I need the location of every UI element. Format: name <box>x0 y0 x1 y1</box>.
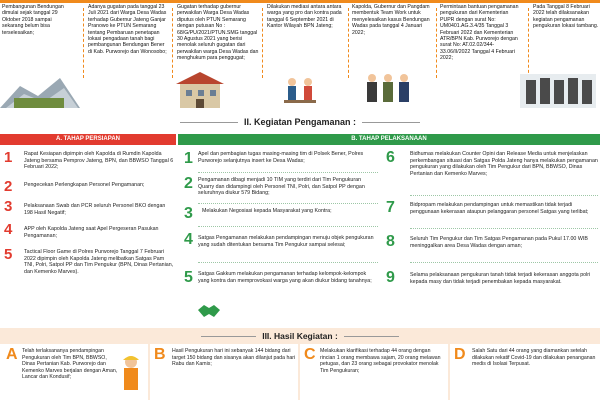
timeline-item-1: Pembangunan Bendungan dimulai sejak tanggal 29 Oktober 2018 sampai sekarang belum bisa terselesaikan; <box>2 4 64 36</box>
timeline-bar <box>0 0 600 3</box>
pelaksanaan-number: 3 <box>184 205 193 222</box>
illustration-row <box>0 68 600 112</box>
persiapan-item: Tactical Floor Game di Polres Purworejo Tanggal 7 Februari 2022 dipimpin oleh Kapolda Jateng melibatkan Satgas Pam TNI, Polri, Satpol PP dan Tim Pengukur (BPN, Dinas Pertanian, dan Kemenko Marves). <box>24 249 174 275</box>
hasil-letter: B <box>154 346 166 363</box>
hasil-text: Hasil Pengukuran hari ini sebanyak 144 bidang dari target 150 bidang dan sisanya akan dilanjut pada hari Rabu dan Kamis; <box>172 348 296 367</box>
hasil-letter: C <box>304 346 316 363</box>
section-3-hasil <box>0 328 600 400</box>
hasil-text: Melakukan klarifikasi terhadap 44 orang dengan rincian 1 orang membawa sajam, 20 orang melawan petugas, dan 23 orang sebagai provokator menolak Tim Pengukuran; <box>320 348 441 374</box>
persiapan-number: 1 <box>4 149 13 166</box>
building-illustration <box>176 72 224 108</box>
divider <box>410 262 598 263</box>
persiapan-number: 5 <box>4 246 13 263</box>
dam-illustration <box>0 78 80 108</box>
pelaksanaan-item: Selama pelaksanaan pengukuran tanah tidak terjadi kekerasan anggota polri kepada masy dan tidak terjadi penembakan kepada masyarakat. <box>410 272 591 285</box>
persiapan-number: 2 <box>4 178 13 195</box>
hasil-text: Telah terlaksananya pendampingan Pengukuran oleh Tim BPN, BBWSO, Dinas Pertanian Kab. Purworejo dan Kemenko Marves berjalan dengan Aman, Lancar dan Kondusif; <box>22 348 118 380</box>
header-tahap-pelaksanaan: B. TAHAP PELAKSANAAN <box>178 134 600 145</box>
pelaksanaan-number: 8 <box>386 233 395 250</box>
pelaksanaan-number: 9 <box>386 269 395 286</box>
pelaksanaan-number: 5 <box>184 269 193 286</box>
pelaksanaan-item: Apel dan pembagian tugas masing-masing tim di Polsek Bener, Polres Purworejo selanjutnya insert ke Desa Wadas; <box>198 151 364 164</box>
divider <box>198 226 378 227</box>
section-2-title: II. Kegiatan Pengamanan : <box>0 117 600 127</box>
hasil-letter: A <box>6 346 18 363</box>
pelaksanaan-item: Bidhumas melakukan Counter Opini dan Release Media untuk menjelaskan perkembangan situasi dan Satgas Polda Jateng hanya melakukan pengamanan pengukuran yang dilakukan oleh Tim Pengukur dari BPN, BBWSO, Dinas Pertanian dan Kemenko Marves; <box>410 151 598 177</box>
divider <box>198 203 378 204</box>
pelaksanaan-item: Pengamanan dibagi menjadi 10 TIM yang terdiri dari Tim Pengukuran Quarry dan didampingi oleh Personel TNI, Polri, dan Satpol PP dengan seluruhnya diukur 579 Bidang; <box>198 177 365 197</box>
persiapan-number: 4 <box>4 221 13 238</box>
persiapan-item: Rapat Kesiapan dipimpin oleh Kapolda di Rumdin Kapolda Jateng bersama Pemprov Jateng, BPN, dan BBWSO Tanggal 6 Februari 2022; <box>24 151 174 171</box>
divider <box>410 228 598 229</box>
timeline-item-3: Gugatan terhadap gubernur perwakilan Warga Desa Wadas diputus oleh PTUN Semarang dengan putusan No : 68/G/PU/2021/PTUN.SMG tanggal 30 Agustus 2021 yang berisi menolak seluruh gugatan dari perwakilan warga Desa Wadas dan menghukum para penggugat; <box>177 4 259 62</box>
timeline-item-7: Pada Tanggal 8 Februari 2022 telah dilaksanakan kegiatan pengamanan pengukuran lokasi tambang. <box>533 4 599 30</box>
worker-illustration <box>116 352 146 396</box>
pelaksanaan-item: Satgas Pengamanan melakukan pendampingan menuju objek pengukuran yang sudah ditentukan bersama Tim Pengukur sampai selesai; <box>198 235 374 248</box>
timeline-item-5: Kapolda, Gubernur dan Pangdam membentuk Team Work untuk menyelesaikan kasus Bendungan Wadas pada tanggal 4 Januari 2022; <box>352 4 430 36</box>
section-3-title: III. Hasil Kegiatan : <box>0 331 600 341</box>
pelaksanaan-number: 2 <box>184 175 193 192</box>
pelaksanaan-item: Seluruh Tim Pengukur dan Tim Satgas Pengamanan pada Pukul 17.00 WIB meninggalkan area Desa Wadas dengan aman; <box>410 236 588 249</box>
mediation-illustration <box>284 78 316 103</box>
persiapan-item: Pelaksanaan Swab dan PCR seluruh Personel BKO dengan 198 Hasil Negatif; <box>24 203 166 216</box>
pelaksanaan-number: 6 <box>386 149 395 166</box>
timeline-item-4: Dilakukan mediasi antara antara warga yang pro dan kontra pada tanggal 6 September 2021 di Kantor Wilayah BPN Jateng; <box>267 4 342 30</box>
hasil-letter: D <box>454 346 466 363</box>
persiapan-number: 3 <box>4 198 13 215</box>
timeline-item-6: Permintaan bantuan pengamanan pengukuran dari Kementerian PUPR dengan surat No: UM0401.AG.3.4/35 Tanggal 3 Februari 2022 dan Kementerian ATR/BPN Kab. Purworejo dengan surat No: AT.02.02/344-33.06/II/2022 Tanggal 4 Februari 2022; <box>440 4 519 62</box>
divider <box>198 262 378 263</box>
pelaksanaan-number: 7 <box>386 199 395 216</box>
pelaksanaan-item: Satgas Gakkum melakukan pengamanan terhadap kelompok-kelompok yang kontra dan memprovokasi warga yang akan diukur bidang tanahnya; <box>198 271 372 284</box>
hasil-text: Salah Satu dari 44 orang yang diamankan setelah dilakukan rekatif Covid-19 dan dilakukan penanganan medis di Isolasi Terpusat. <box>472 348 596 367</box>
pelaksanaan-item: Bidpropam melakukan pendampingan untuk memastikan tidak terjadi penggunaan kekerasan ataupun pelanggaran personel Satgas yang terlibat; <box>410 202 589 215</box>
divider <box>410 195 598 196</box>
pelaksanaan-item: Melakukan Negosiasi kepada Masyarakat yang Kontra; <box>202 208 332 214</box>
pelaksanaan-number: 1 <box>184 150 193 167</box>
divider <box>198 172 378 173</box>
police-illustration <box>520 74 596 108</box>
pelaksanaan-number: 4 <box>184 231 193 248</box>
persiapan-item: Pengecekan Perlengkapan Personel Pengamanan; <box>24 182 145 188</box>
officials-illustration <box>367 74 409 102</box>
header-tahap-persiapan: A. TAHAP PERSIAPAN <box>0 134 176 145</box>
persiapan-item: APP oleh Kapolda Jateng saat Apel Pergeseran Pasukan Pengamanan; <box>24 226 159 239</box>
handshake-icon <box>196 300 222 322</box>
timeline-item-2: Adanya gugatan pada tanggal 23 Juli 2021 dari Warga Desa Wadas terhadap Gubernur Jateng Ganjar Pranowo ke PTUN Semarang tentang Pembaruan penetapan lokasi pengadaan tanah bagi pembangunan Bendungan Bener di Kab. Purworejo dan Wonosobo; <box>88 4 167 55</box>
